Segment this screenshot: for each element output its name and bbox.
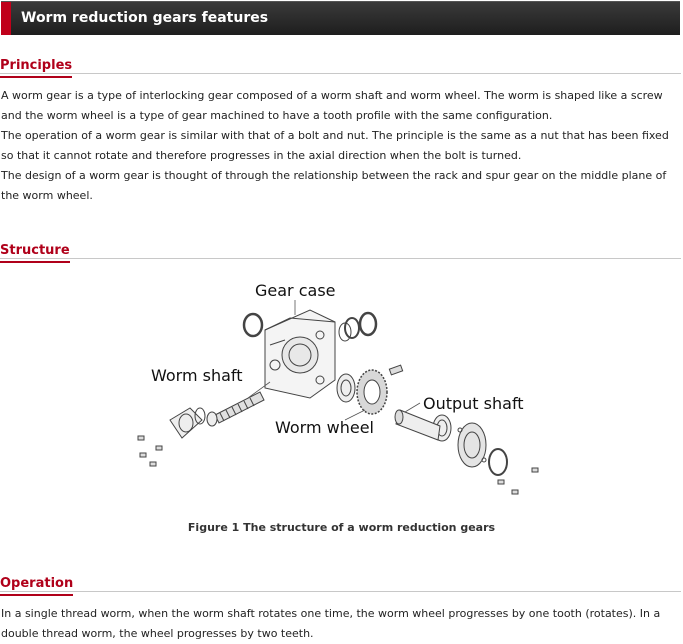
input-flange <box>170 408 205 438</box>
output-shaft-drawing <box>395 410 440 440</box>
output-flange <box>458 423 507 475</box>
worm-wheel-drawing <box>357 370 387 414</box>
section-divider <box>0 73 681 74</box>
page-header <box>1 1 680 35</box>
worm-gear-exploded-diagram <box>120 270 560 510</box>
principles-heading-block <box>0 54 681 78</box>
operation-paragraph: In a single thread worm, when the worm shaft rotates one time, the worm wheel progresses by one tooth (rotates). In a double thread worm, the wheel progresses by two teeth. <box>1 607 661 640</box>
worm-shaft-drawing <box>207 392 264 426</box>
section-divider <box>0 258 681 259</box>
label-gear-case: Gear case <box>255 281 336 300</box>
key-part <box>389 365 402 375</box>
section-divider <box>0 591 681 592</box>
principles-paragraph: The design of a worm gear is thought of through the relationship between the rack and spur gear on the middle plane of the worm wheel. <box>1 169 667 202</box>
principles-heading: Principles <box>0 58 72 78</box>
structure-heading-block <box>0 239 681 263</box>
label-worm-shaft: Worm shaft <box>151 366 243 385</box>
principles-body <box>1 86 676 206</box>
principles-paragraph: The operation of a worm gear is similar with that of a bolt and nut. The principle is the same as a nut that has been fixed so that it cannot rotate and therefore progresses in the axial direction when the bolt is turned. <box>1 129 669 162</box>
page-title: Worm reduction gears features <box>21 10 269 26</box>
header-accent-bar <box>1 2 11 35</box>
label-worm-wheel: Worm wheel <box>275 418 374 437</box>
operation-heading: Operation <box>0 576 73 596</box>
gear-case-drawing <box>265 310 335 398</box>
figure-caption: Figure 1 The structure of a worm reduction gears <box>187 521 496 534</box>
operation-heading-block <box>0 572 681 596</box>
structure-heading: Structure <box>0 243 70 263</box>
operation-body <box>1 604 676 644</box>
principles-paragraph: A worm gear is a type of interlocking gear composed of a worm shaft and worm wheel. The worm is shaped like a screw and the worm wheel is a type of gear machined to have a tooth profile with the same configuration. <box>1 89 663 122</box>
label-output-shaft: Output shaft <box>423 394 524 413</box>
